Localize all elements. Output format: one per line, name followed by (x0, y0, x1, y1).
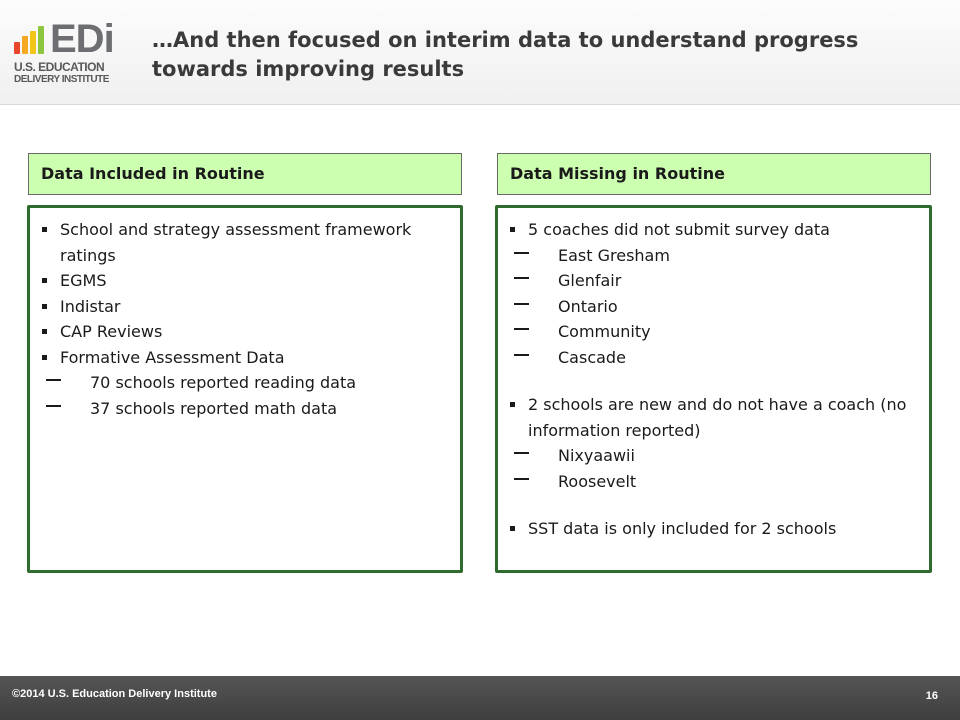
slide-footer (0, 676, 960, 720)
sub-list-item: Ontario (498, 294, 915, 320)
sub-list-item: 37 schools reported math data (30, 396, 442, 422)
copyright-text: ©2014 U.S. Education Delivery Institute (12, 688, 217, 700)
logo-bar (14, 42, 20, 54)
slide-title: …And then focused on interim data to understand progress towards improving results (152, 28, 859, 81)
list-item: 5 coaches did not submit survey data (498, 217, 915, 243)
right-panel-header: Data Missing in Routine (497, 153, 931, 195)
logo-line-2: DELIVERY INSTITUTE (14, 74, 109, 85)
list-item: CAP Reviews (30, 319, 442, 345)
list-item: SST data is only included for 2 schools (498, 516, 915, 542)
sub-list-item: East Gresham (498, 243, 915, 269)
logo-bar (30, 31, 36, 54)
sub-list-item: Roosevelt (498, 469, 915, 495)
left-panel-body (27, 205, 463, 573)
right-panel-body (495, 205, 932, 573)
left-panel-header: Data Included in Routine (28, 153, 462, 195)
sub-list-item: Cascade (498, 345, 915, 371)
spacer (498, 370, 915, 392)
logo-bar (22, 36, 28, 54)
list-item: School and strategy assessment framework ratings (30, 217, 442, 268)
edi-logo (14, 17, 124, 90)
slide-header (0, 0, 960, 105)
list-item: 2 schools are new and do not have a coach (no information reported) (498, 392, 915, 443)
logo-bar (38, 26, 44, 54)
spacer (498, 494, 915, 516)
sub-list-item: Community (498, 319, 915, 345)
logo-mark: EDi (50, 17, 114, 61)
sub-list-item: 70 schools reported reading data (30, 370, 442, 396)
list-item: Formative Assessment Data (30, 345, 442, 371)
list-item: EGMS (30, 268, 442, 294)
page-number: 16 (925, 690, 938, 702)
logo-bars-icon (14, 26, 50, 54)
sub-list-item: Nixyaawii (498, 443, 915, 469)
sub-list-item: Glenfair (498, 268, 915, 294)
logo-line-1: U.S. EDUCATION (14, 60, 105, 74)
list-item: Indistar (30, 294, 442, 320)
